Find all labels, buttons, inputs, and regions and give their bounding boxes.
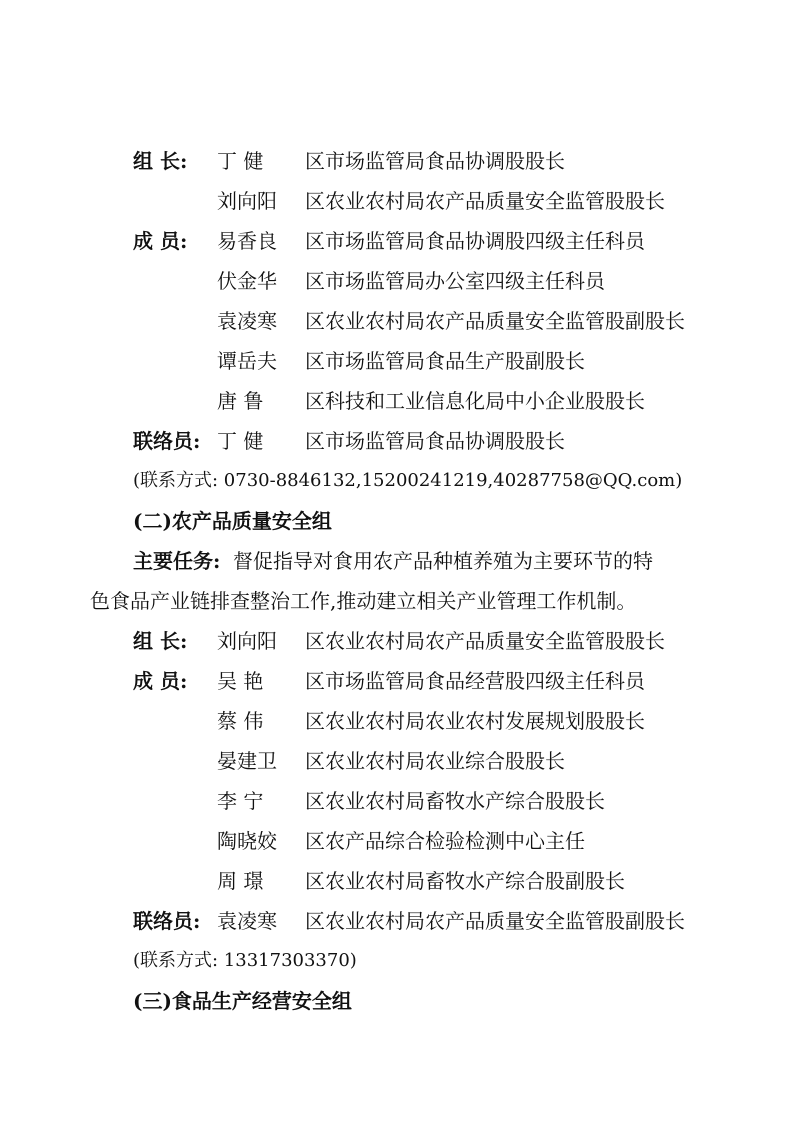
member-label: 成 员: — [133, 669, 188, 693]
person-name: 袁凌寒 — [217, 909, 277, 933]
person-name: 易香良 — [217, 229, 277, 253]
person-role: 区市场监管局食品协调股股长 — [305, 149, 565, 173]
person-role: 区农业农村局农产品质量安全监管股副股长 — [305, 909, 685, 933]
person-name: 李 宁 — [217, 789, 264, 813]
person-name: 吴 艳 — [217, 669, 264, 693]
person-name: 刘向阳 — [217, 629, 277, 653]
person-name: 伏金华 — [217, 269, 277, 293]
person-role: 区市场监管局食品经营股四级主任科员 — [305, 669, 645, 693]
task-text: 督促指导对食用农产品种植养殖为主要环节的特 — [233, 549, 653, 573]
person-name: 晏建卫 — [217, 749, 277, 773]
section-heading: (二)农产品质量安全组 — [133, 509, 332, 533]
task-label: 主要任务: — [133, 549, 221, 573]
leader-label: 组 长: — [133, 149, 188, 173]
section-heading: (三)食品生产经营安全组 — [133, 989, 352, 1013]
person-role: 区市场监管局食品生产股副股长 — [305, 349, 585, 373]
person-role: 区农业农村局畜牧水产综合股副股长 — [305, 869, 625, 893]
person-role: 区市场监管局食品协调股四级主任科员 — [305, 229, 645, 253]
person-name: 丁 健 — [217, 429, 264, 453]
liaison-label: 联络员: — [133, 909, 201, 933]
person-name: 陶晓姣 — [217, 829, 277, 853]
liaison-label: 联络员: — [133, 429, 201, 453]
person-role: 区农业农村局农业综合股股长 — [305, 749, 565, 773]
contact-info: (联系方式: 0730-8846132,15200241219,40287758@QQ.com) — [133, 470, 683, 491]
contact-info: (联系方式: 13317303370) — [133, 950, 357, 971]
person-role: 区农业农村局畜牧水产综合股股长 — [305, 789, 605, 813]
person-role: 区农业农村局农产品质量安全监管股副股长 — [305, 309, 685, 333]
person-name: 刘向阳 — [217, 189, 277, 213]
person-role: 区科技和工业信息化局中小企业股股长 — [305, 389, 645, 413]
person-role: 区市场监管局食品协调股股长 — [305, 429, 565, 453]
person-name: 蔡 伟 — [217, 709, 264, 733]
person-name: 唐 鲁 — [217, 389, 264, 413]
member-label: 成 员: — [133, 229, 188, 253]
person-role: 区农业农村局农产品质量安全监管股股长 — [305, 629, 665, 653]
person-role: 区农产品综合检验检测中心主任 — [305, 829, 585, 853]
person-name: 谭岳夫 — [217, 349, 277, 373]
person-role: 区农业农村局农业农村发展规划股股长 — [305, 709, 645, 733]
person-name: 袁凌寒 — [217, 309, 277, 333]
person-name: 丁 健 — [217, 149, 264, 173]
person-role: 区市场监管局办公室四级主任科员 — [305, 269, 605, 293]
leader-label: 组 长: — [133, 629, 188, 653]
person-name: 周 璟 — [217, 869, 264, 893]
task-text: 色食品产业链排查整治工作,推动建立相关产业管理工作机制。 — [90, 589, 637, 613]
person-role: 区农业农村局农产品质量安全监管股股长 — [305, 189, 665, 213]
